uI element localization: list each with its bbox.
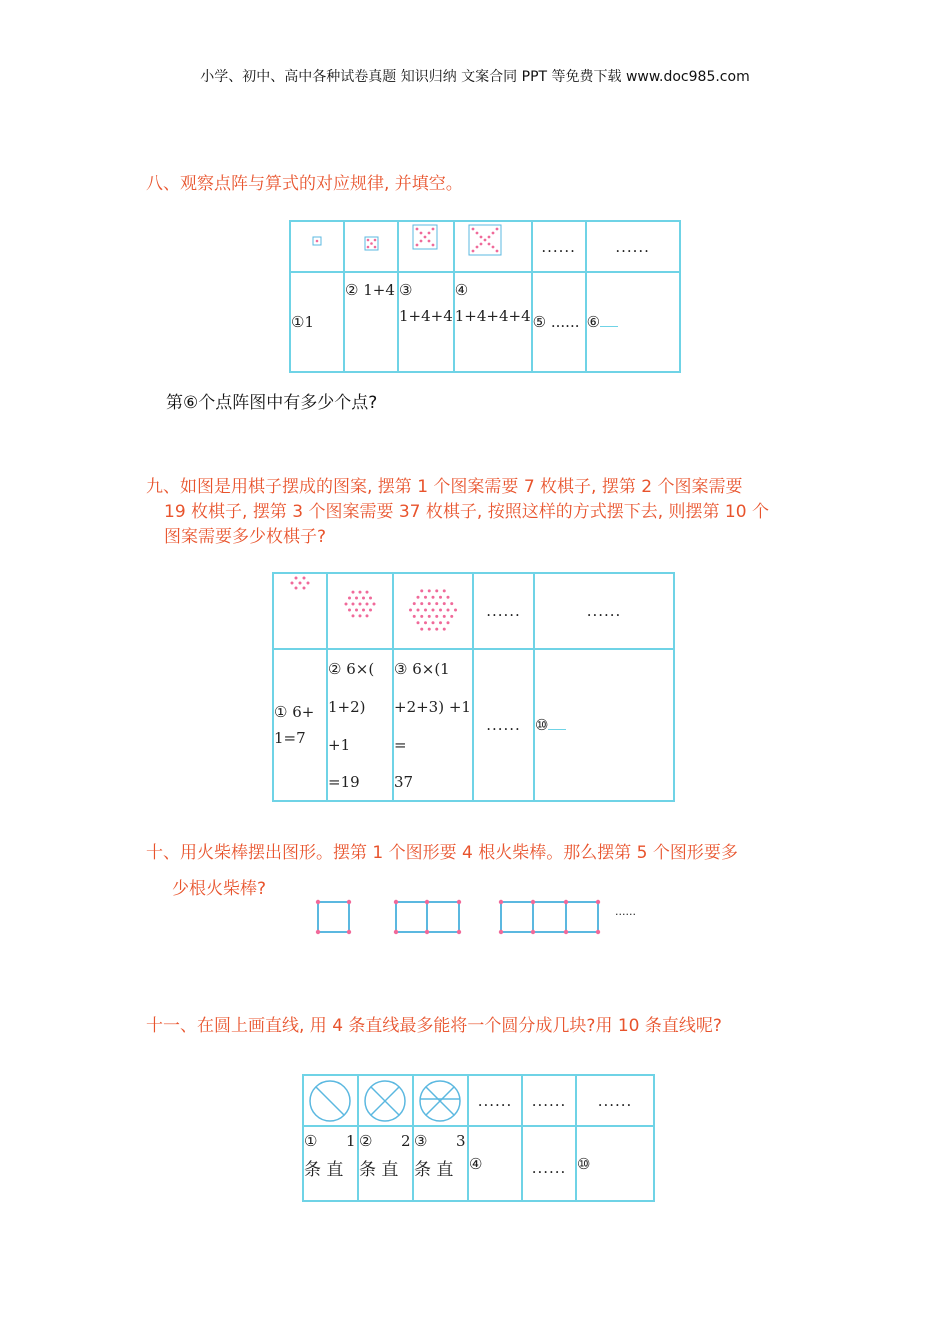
- chess-piece-dot: [369, 597, 372, 600]
- q11-label-3: ③ 3 条 直: [413, 1126, 468, 1201]
- chess-piece-dot: [424, 596, 427, 599]
- chess-piece-dot: [432, 609, 435, 612]
- chess-piece-dot: [439, 621, 442, 624]
- chess-piece-dot: [432, 621, 435, 624]
- chess-piece-dot: [355, 608, 358, 611]
- q11-title: 十一、在圆上画直线, 用 4 条直线最多能将一个圆分成几块?用 10 条直线呢?: [146, 1016, 722, 1036]
- q9-formula-3: ③ 6×(1 +2+3) +1 = 37: [393, 649, 473, 801]
- chess-piece-dot: [420, 602, 423, 605]
- q9-title-line1: 九、如图是用棋子摆成的图案, 摆第 1 个图案需要 7 枚棋子, 摆第 2 个图案需要: [146, 477, 743, 497]
- chess-piece-dot: [352, 614, 355, 617]
- chess-piece-dot: [352, 591, 355, 594]
- q8-formula-5: ⑤ ......: [532, 272, 586, 372]
- q11-label-1: ① 1 条 直: [303, 1126, 358, 1201]
- q8-top-ellipsis-1: ......: [532, 221, 586, 272]
- q9-top-ellipsis-2: ......: [534, 573, 674, 649]
- chess-piece-dot: [417, 609, 420, 612]
- q9-formula-4: ......: [473, 649, 534, 801]
- q8-pattern-3: [398, 221, 454, 272]
- chess-piece-dot: [352, 603, 355, 606]
- chess-piece-dot: [450, 615, 453, 618]
- chess-piece-dot: [450, 602, 453, 605]
- answer-blank[interactable]: [600, 312, 618, 327]
- chess-piece-dot: [359, 591, 362, 594]
- chess-piece-dot: [447, 621, 450, 624]
- chess-piece-dot: [428, 602, 431, 605]
- q10-title-line2: 少根火柴棒?: [172, 879, 267, 899]
- q8-formula-1: ①1: [290, 272, 344, 372]
- chess-piece-dot: [366, 603, 369, 606]
- chess-piece-dot: [447, 596, 450, 599]
- q9-pattern-3: [393, 573, 473, 649]
- chess-piece-dot: [424, 609, 427, 612]
- q8-formula-2: ② 1+4: [344, 272, 398, 372]
- q8-top-ellipsis-2: ......: [586, 221, 680, 272]
- chess-piece-dot: [439, 596, 442, 599]
- q8-formula-4: ④ 1+4+4+4: [454, 272, 532, 372]
- chess-piece-dot: [417, 596, 420, 599]
- chess-piece-dot: [355, 597, 358, 600]
- chess-piece-dot: [345, 603, 348, 606]
- chess-piece-dot: [420, 628, 423, 631]
- q8-question: 第⑥个点阵图中有多少个点?: [166, 393, 378, 413]
- q8-pattern-2: [344, 221, 398, 272]
- chess-piece-dot: [362, 597, 365, 600]
- q11-label-10: ⑩: [576, 1126, 654, 1201]
- chess-piece-dot: [439, 609, 442, 612]
- q8-pattern-4: [454, 221, 532, 272]
- chess-piece-dot: [454, 609, 457, 612]
- chess-piece-dot: [424, 621, 427, 624]
- q11-label-2: ② 2 条 直: [358, 1126, 413, 1201]
- chess-piece-dot: [366, 614, 369, 617]
- q11-top-ellipsis-1: ......: [468, 1075, 522, 1126]
- q9-table: [272, 572, 675, 802]
- chess-piece-dot: [417, 621, 420, 624]
- chess-piece-dot: [443, 602, 446, 605]
- chess-piece-dot: [443, 615, 446, 618]
- q11-top-ellipsis-3: ......: [576, 1075, 654, 1126]
- q10-title-line1: 十、用火柴棒摆出图形。摆第 1 个图形要 4 根火柴棒。那么摆第 5 个图形要多: [146, 843, 738, 863]
- chess-piece-dot: [413, 615, 416, 618]
- q9-formula-10: ⑩: [534, 649, 674, 801]
- q11-label-5: ......: [522, 1126, 576, 1201]
- q9-formula-2: ② 6×( 1+2) +1 =19: [327, 649, 393, 801]
- q9-formula-1: ① 6+ 1=7: [273, 649, 327, 801]
- matchstick-figures: [310, 895, 650, 940]
- hex-pattern-3: [394, 574, 472, 648]
- q11-label-4: ④: [468, 1126, 522, 1201]
- chess-piece-dot: [432, 596, 435, 599]
- chess-piece-dot: [435, 589, 438, 592]
- chess-piece-dot: [435, 628, 438, 631]
- q8-formula-3: ③ 1+4+4: [398, 272, 454, 372]
- q9-top-ellipsis-1: ......: [473, 573, 534, 649]
- chess-piece-dot: [409, 609, 412, 612]
- q8-table: [289, 220, 681, 373]
- q9-pattern-2: [327, 573, 393, 649]
- chess-piece-dot: [362, 608, 365, 611]
- chess-piece-dot: [428, 589, 431, 592]
- q11-table: [302, 1074, 655, 1202]
- chess-piece-dot: [359, 603, 362, 606]
- chess-piece-dot: [443, 628, 446, 631]
- page-header: 小学、初中、高中各种试卷真题 知识归纳 文案合同 PPT 等免费下载 www.doc985.com: [200, 69, 750, 85]
- chess-piece-dot: [447, 609, 450, 612]
- q10-ellipsis: ......: [615, 905, 636, 918]
- chess-piece-dot: [369, 608, 372, 611]
- q11-circle-2: [358, 1075, 413, 1126]
- chess-piece-dot: [428, 615, 431, 618]
- chess-piece-dot: [373, 603, 376, 606]
- chess-piece-dot: [348, 608, 351, 611]
- hex-pattern-2: [328, 574, 392, 648]
- q11-circle-1: [303, 1075, 358, 1126]
- chess-piece-dot: [420, 589, 423, 592]
- answer-blank[interactable]: [548, 715, 566, 730]
- q11-circle-3: [413, 1075, 468, 1126]
- chess-piece-dot: [435, 615, 438, 618]
- q9-pattern-1: [273, 573, 327, 649]
- chess-piece-dot: [348, 597, 351, 600]
- chess-piece-dot: [420, 615, 423, 618]
- q8-pattern-1: [290, 221, 344, 272]
- chess-piece-dot: [413, 602, 416, 605]
- q8-formula-6: ⑥: [586, 272, 680, 372]
- q11-top-ellipsis-2: ......: [522, 1075, 576, 1126]
- chess-piece-dot: [435, 602, 438, 605]
- chess-piece-dot: [443, 589, 446, 592]
- q9-title-line2: 19 枚棋子, 摆第 3 个图案需要 37 枚棋子, 按照这样的方式摆下去, 则摆第 10 个: [164, 502, 769, 522]
- chess-piece-dot: [366, 591, 369, 594]
- q8-title: 八、观察点阵与算式的对应规律, 并填空。: [146, 174, 463, 194]
- chess-piece-dot: [428, 628, 431, 631]
- q9-title-line3: 图案需要多少枚棋子?: [164, 527, 327, 547]
- chess-piece-dot: [359, 614, 362, 617]
